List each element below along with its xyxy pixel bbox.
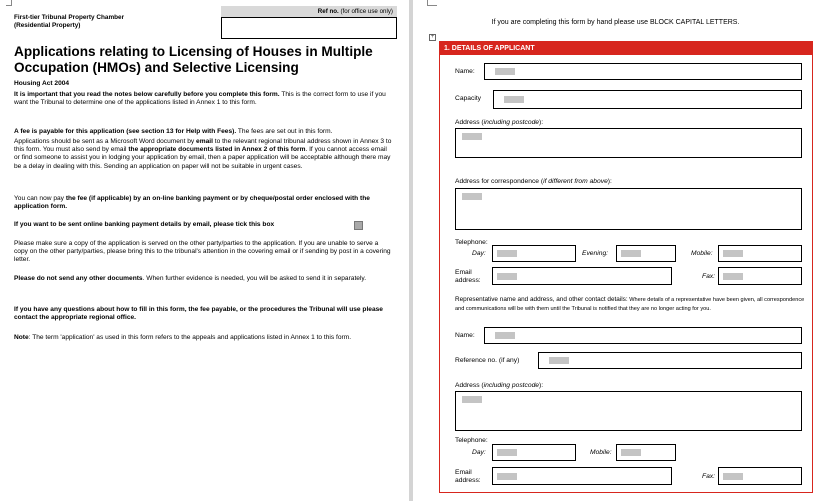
page-right — [413, 0, 818, 501]
fax-field[interactable] — [718, 267, 802, 285]
rep-fax-label: Fax: — [702, 473, 716, 480]
table-move-handle-icon[interactable]: + — [430, 34, 435, 40]
rep-telephone-label: Telephone: — [455, 437, 488, 444]
payment-paragraph: You can now pay the fee (if applicable) by an on-line banking payment or by cheque/postal order enclosed with the application form. — [14, 195, 370, 211]
mobile-phone-label: Mobile: — [691, 250, 713, 257]
no-documents-paragraph: Please do not send any other documents. When further evidence is needed, you will be asked to send it in separately. — [14, 275, 367, 282]
correspondence-address-field[interactable] — [455, 188, 802, 230]
telephone-label: Telephone: — [455, 239, 488, 246]
ref-number-field[interactable] — [221, 17, 397, 39]
important-notice: It is important that you read the notes below carefully before you complete this form. This is the correct form to use if you want the Tribunal to determine one of the applications listed in Annex 1 to this form. — [14, 91, 386, 107]
rep-fax-field[interactable] — [718, 467, 802, 485]
rep-email-label: Email address: — [455, 469, 481, 484]
applicant-name-field[interactable] — [484, 63, 802, 80]
document-title: Applications relating to Licensing of Houses in Multiple Occupation (HMOs) and Selective Licensing — [14, 44, 373, 75]
rep-email-field[interactable] — [492, 467, 672, 485]
capacity-field[interactable] — [493, 90, 802, 109]
representative-heading: Representative name and address, and other contact details: Where details of a representative have been given, all correspondence and communications will be with them until the Tribunal is notified that they are no longer acting for you. — [455, 296, 805, 312]
crop-mark — [6, 0, 12, 6]
tribunal-name: First-tier Tribunal Property Chamber (Residential Property) — [14, 14, 125, 29]
reference-field[interactable] — [538, 352, 802, 369]
applicant-details-section — [439, 41, 813, 493]
rep-day-phone-field[interactable] — [492, 444, 576, 461]
address-label: Address (including postcode): — [455, 119, 544, 126]
rep-mobile-phone-label: Mobile: — [590, 449, 612, 456]
reference-label: Reference no. (if any) — [455, 357, 520, 364]
ref-label-bar: Ref no. (for office use only) — [221, 6, 397, 17]
correspondence-address-label: Address for correspondence (if different from above): — [455, 178, 612, 185]
day-phone-field[interactable] — [492, 245, 576, 262]
questions-paragraph: If you have any questions about how to fill in this form, the fee payable, or the procedures the Tribunal will use please contact the appropriate regional office. — [14, 306, 383, 322]
act-name: Housing Act 2004 — [14, 80, 70, 87]
fee-paragraph: A fee is payable for this application (see section 13 for Help with Fees). The fees are set out in this form. — [14, 128, 333, 135]
name-label: Name: — [455, 68, 475, 75]
online-banking-question: If you want to be sent online banking payment details by email, please tick this box — [14, 221, 275, 228]
rep-name-field[interactable] — [484, 327, 802, 344]
rep-address-label: Address (including postcode): — [455, 382, 544, 389]
rep-address-field[interactable] — [455, 391, 802, 431]
fax-label: Fax: — [702, 273, 716, 280]
crop-mark — [427, 0, 437, 6]
rep-name-label: Name: — [455, 332, 475, 339]
address-field[interactable] — [455, 128, 802, 158]
evening-phone-label: Evening: — [582, 250, 609, 257]
online-banking-checkbox[interactable] — [354, 221, 363, 230]
rep-mobile-phone-field[interactable] — [616, 444, 676, 461]
capacity-label: Capacity — [455, 95, 482, 102]
mobile-phone-field[interactable] — [718, 245, 802, 262]
section-heading: 1. DETAILS OF APPLICANT — [440, 42, 812, 55]
note-paragraph: Note: The term 'application' as used in this form refers to the appeals and applications listed in Annex 1 to this form. — [14, 334, 352, 341]
email-label: Email address: — [455, 269, 481, 284]
rep-day-phone-label: Day: — [472, 449, 486, 456]
evening-phone-field[interactable] — [616, 245, 676, 262]
block-capitals-instruction: If you are completing this form by hand please use BLOCK CAPITAL LETTERS. — [491, 19, 740, 26]
serve-copy-paragraph: Please make sure a copy of the application is served on the other party/parties to the application. If you are unable to serve a copy on the other party/parties, please bring this to the tribunal's attention in the covering email or if sending by post in a covering letter. — [14, 240, 391, 264]
email-field[interactable] — [492, 267, 672, 285]
submission-paragraph: Applications should be sent as a Microsoft Word document by email to the relevant regional tribunal address shown in Annex 3 to this form. You must also send by email the appropriate documents listed in Annex 2 of this form. If you cannot access email or find someone to assist you in lodging your application by email, then a paper application will be acceptable although there may be a delay in dealing with this. Sending an application on paper will not be suitable in urgent cases. — [14, 138, 392, 170]
day-phone-label: Day: — [472, 250, 486, 257]
